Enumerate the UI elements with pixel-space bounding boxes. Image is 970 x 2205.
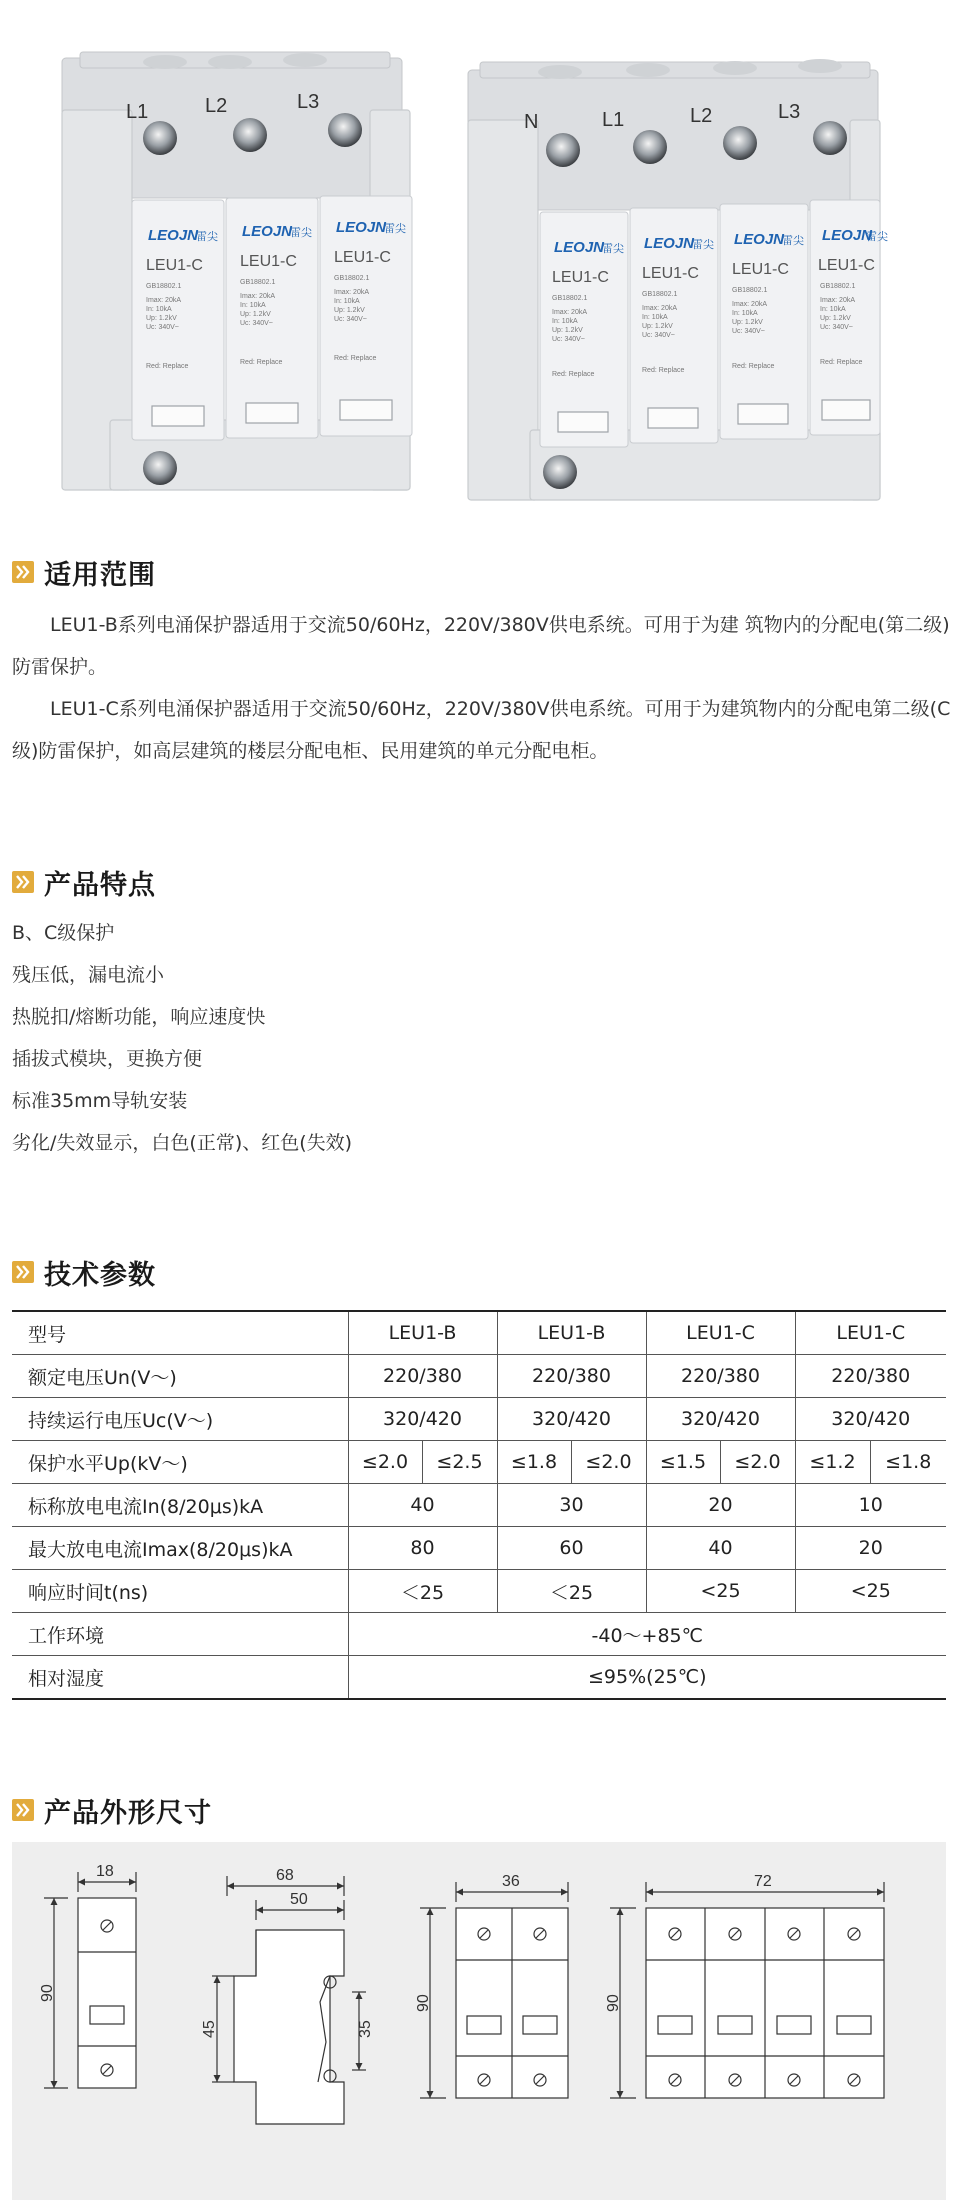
table-cell: ≤2.0	[348, 1441, 422, 1484]
module-spec: Imax: 20kA	[240, 293, 276, 300]
brand-logo: LEOJN	[644, 235, 695, 252]
scope-paragraph: LEU1-B系列电涌保护器适用于交流50/60Hz，220V/380V供电系统。可用于为建 筑物内的分配电(第二级)防雷保护。	[12, 614, 950, 678]
status-window	[152, 406, 204, 426]
module-spec: Up: 1.2kV	[552, 327, 583, 334]
module-replace-note: Red: Replace	[820, 359, 863, 366]
section-title-text: 产品特点	[44, 869, 156, 901]
module-replace-note: Red: Replace	[732, 363, 775, 370]
table-row	[12, 1613, 946, 1656]
dimension-drawing-svg	[12, 1842, 946, 2200]
brand-logo-cn: 雷尖	[782, 234, 804, 247]
status-window	[822, 400, 870, 420]
table-cell: 10	[795, 1484, 946, 1527]
module-spec: Imax: 20kA	[642, 305, 678, 312]
screw-terminal	[723, 126, 757, 160]
drawing-side-view	[212, 1876, 366, 2124]
table-cell: 220/380	[646, 1355, 795, 1398]
screw-terminal	[543, 455, 577, 489]
module-spec: In: 10kA	[820, 306, 846, 313]
table-row-label: 响应时间t(ns)	[12, 1570, 348, 1613]
dim-label: 72	[754, 1873, 772, 1890]
table-cell: ≤1.2	[795, 1441, 870, 1484]
module-model: LEU1-C	[146, 257, 203, 274]
feature-item: 热脱扣/熔断功能，响应速度快	[12, 1006, 266, 1028]
table-cell: ≤1.8	[497, 1441, 571, 1484]
module-spec: Imax: 20kA	[732, 301, 768, 308]
module-standard: GB18802.1	[334, 275, 370, 282]
dim-label: 35	[357, 2020, 374, 2038]
module-spec: Up: 1.2kV	[820, 315, 851, 322]
screw-terminal	[328, 113, 362, 147]
module-spec: Up: 1.2kV	[334, 307, 365, 314]
table-row-label: 标称放电电流In(8/20μs)kA	[12, 1484, 348, 1527]
drawing-two-pole	[420, 1882, 568, 2098]
module-spec: In: 10kA	[334, 298, 360, 305]
module-spec: Uc: 340V~	[642, 332, 675, 339]
module-spec: In: 10kA	[732, 310, 758, 317]
brand-logo-cn: 雷尖	[290, 226, 312, 239]
module-model: LEU1-C	[818, 257, 875, 274]
brand-logo: LEOJN	[734, 231, 785, 248]
module-spec: Uc: 340V~	[146, 324, 179, 331]
table-header-model: LEU1-C	[646, 1311, 795, 1355]
screw-terminal	[546, 133, 580, 167]
device-3p	[62, 52, 412, 490]
table-cell: ＜25	[497, 1570, 646, 1613]
table-cell: ≤1.8	[870, 1441, 946, 1484]
brand-logo-cn: 雷尖	[692, 238, 714, 251]
status-window	[558, 412, 608, 432]
drawing-single-pole	[44, 1872, 136, 2088]
table-row	[12, 1527, 946, 1570]
terminal-label: L1	[602, 109, 625, 131]
module-model: LEU1-C	[552, 269, 609, 286]
table-cell: 40	[646, 1527, 795, 1570]
brand-logo-cn: 雷尖	[384, 222, 406, 235]
module	[320, 196, 412, 436]
module-spec: Up: 1.2kV	[146, 315, 177, 322]
table-cell: ≤2.5	[422, 1441, 497, 1484]
module-model: LEU1-C	[642, 265, 699, 282]
table-row	[12, 1398, 946, 1441]
feature-list	[12, 912, 958, 1164]
module-replace-note: Red: Replace	[334, 355, 377, 362]
terminal-label: L2	[690, 105, 713, 127]
table-row-label: 相对湿度	[12, 1656, 348, 1700]
module-standard: GB18802.1	[642, 291, 678, 298]
screw-terminal	[813, 121, 847, 155]
brand-logo-cn: 雷尖	[602, 242, 624, 255]
table-cell: -40～+85℃	[348, 1613, 946, 1656]
module-spec: Uc: 340V~	[552, 336, 585, 343]
feature-item: 插拔式模块，更换方便	[12, 1048, 203, 1070]
module-standard: GB18802.1	[820, 283, 856, 290]
dim-label: 50	[290, 1891, 308, 1908]
feature-item: B、C级保护	[12, 922, 115, 944]
module-replace-note: Red: Replace	[146, 363, 189, 370]
table-row-label: 最大放电电流Imax(8/20μs)kA	[12, 1527, 348, 1570]
table-cell: 320/420	[646, 1398, 795, 1441]
feature-item: 残压低，漏电流小	[12, 964, 165, 986]
brand-logo: LEOJN	[822, 227, 873, 244]
screw-terminal	[633, 130, 667, 164]
spec-table	[12, 1310, 946, 1700]
table-cell: 80	[348, 1527, 497, 1570]
device-4p	[468, 59, 888, 500]
module-spec: Up: 1.2kV	[240, 311, 271, 318]
double-chevron-icon	[12, 1261, 34, 1283]
section-title-text: 技术参数	[44, 1259, 156, 1291]
dim-label: 18	[96, 1863, 114, 1880]
table-cell: ＜25	[348, 1570, 497, 1613]
status-window	[738, 404, 788, 424]
section-title-text: 适用范围	[44, 559, 156, 591]
module-standard: GB18802.1	[732, 287, 768, 294]
status-window	[648, 408, 698, 428]
module-spec: Up: 1.2kV	[732, 319, 763, 326]
table-cell: 320/420	[497, 1398, 646, 1441]
table-cell: ≤95%(25℃)	[348, 1656, 946, 1700]
section-title-specs	[12, 1256, 156, 1291]
terminal-label: L2	[205, 95, 228, 117]
table-cell: 320/420	[795, 1398, 946, 1441]
table-row	[12, 1484, 946, 1527]
section-title-features	[12, 866, 156, 901]
table-cell: <25	[646, 1570, 795, 1613]
table-cell: 20	[795, 1527, 946, 1570]
module	[810, 200, 888, 435]
module-spec: Uc: 340V~	[334, 316, 367, 323]
double-chevron-icon	[12, 871, 34, 893]
brand-logo: LEOJN	[554, 239, 605, 256]
dim-label: 90	[39, 1984, 56, 2002]
table-row-label: 额定电压Un(V～)	[12, 1355, 348, 1398]
status-window	[340, 400, 392, 420]
table-row-label: 工作环境	[12, 1613, 348, 1656]
module-model: LEU1-C	[732, 261, 789, 278]
table-cell: ≤1.5	[646, 1441, 720, 1484]
table-cell: ≤2.0	[571, 1441, 646, 1484]
dim-label: 45	[201, 2020, 218, 2038]
terminal-label: L3	[297, 91, 320, 113]
terminal-label: L1	[126, 101, 149, 123]
dim-label: 36	[502, 1873, 520, 1890]
module	[226, 198, 318, 438]
table-header-model: LEU1-C	[795, 1311, 946, 1355]
double-chevron-icon	[12, 1799, 34, 1821]
module-spec: In: 10kA	[552, 318, 578, 325]
module-replace-note: Red: Replace	[642, 367, 685, 374]
table-cell: 40	[348, 1484, 497, 1527]
module-spec: Imax: 20kA	[146, 297, 182, 304]
table-header-model: LEU1-B	[348, 1311, 497, 1355]
table-header-label: 型号	[12, 1311, 348, 1355]
module-replace-note: Red: Replace	[240, 359, 283, 366]
table-row	[12, 1311, 946, 1355]
status-window	[246, 403, 298, 423]
table-row	[12, 1355, 946, 1398]
screw-terminal	[233, 118, 267, 152]
section-title-scope	[12, 556, 156, 591]
feature-item: 标准35mm导轨安装	[12, 1090, 188, 1112]
table-cell: 60	[497, 1527, 646, 1570]
module-spec: In: 10kA	[146, 306, 172, 313]
table-cell: 320/420	[348, 1398, 497, 1441]
table-row	[12, 1441, 946, 1484]
double-chevron-icon	[12, 561, 34, 583]
brand-logo-cn: 雷尖	[196, 230, 218, 243]
product-photo	[0, 0, 970, 530]
table-cell: <25	[795, 1570, 946, 1613]
section-title-text: 产品外形尺寸	[44, 1797, 212, 1829]
table-row-label: 持续运行电压Uc(V～)	[12, 1398, 348, 1441]
screw-terminal	[143, 121, 177, 155]
module-spec: In: 10kA	[240, 302, 266, 309]
module-model: LEU1-C	[334, 249, 391, 266]
module-spec: Imax: 20kA	[334, 289, 370, 296]
drawing-four-pole	[610, 1882, 884, 2098]
module	[132, 200, 224, 440]
module	[630, 208, 718, 443]
table-row	[12, 1570, 946, 1613]
module-spec: Up: 1.2kV	[642, 323, 673, 330]
module-model: LEU1-C	[240, 253, 297, 270]
brand-logo: LEOJN	[148, 227, 199, 244]
table-cell: 30	[497, 1484, 646, 1527]
table-cell: ≤2.0	[720, 1441, 795, 1484]
dim-label: 90	[605, 1994, 622, 2012]
module-standard: GB18802.1	[240, 279, 276, 286]
table-cell: 220/380	[497, 1355, 646, 1398]
product-photo-svg	[0, 0, 970, 530]
table-header-model: LEU1-B	[497, 1311, 646, 1355]
terminal-label: L3	[778, 101, 801, 123]
brand-logo: LEOJN	[242, 223, 293, 240]
dim-label: 90	[415, 1994, 432, 2012]
dimension-drawing	[12, 1842, 946, 2200]
module-spec: Imax: 20kA	[820, 297, 856, 304]
module-spec: In: 10kA	[642, 314, 668, 321]
table-row-label: 保护水平Up(kV～)	[12, 1441, 348, 1484]
module	[720, 204, 808, 439]
brand-logo-cn: 雷尖	[866, 230, 888, 243]
table-cell: 20	[646, 1484, 795, 1527]
table-cell: 220/380	[348, 1355, 497, 1398]
module	[540, 212, 628, 447]
section-title-dimensions	[12, 1794, 212, 1829]
module-spec: Uc: 340V~	[732, 328, 765, 335]
screw-terminal	[143, 451, 177, 485]
module-standard: GB18802.1	[552, 295, 588, 302]
feature-item: 劣化/失效显示，白色(正常)、红色(失效)	[12, 1132, 353, 1154]
table-row	[12, 1656, 946, 1700]
module-spec: Imax: 20kA	[552, 309, 588, 316]
dim-label: 68	[276, 1867, 294, 1884]
module-replace-note: Red: Replace	[552, 371, 595, 378]
brand-logo: LEOJN	[336, 219, 387, 236]
scope-paragraph: LEU1-C系列电涌保护器适用于交流50/60Hz，220V/380V供电系统。可用于为建筑物内的分配电第二级(C级)防雷保护，如高层建筑的楼层分配电柜、民用建筑的单元分配电柜。	[12, 698, 951, 762]
module-spec: Uc: 340V~	[240, 320, 273, 327]
terminal-label: N	[524, 111, 539, 133]
module-standard: GB18802.1	[146, 283, 182, 290]
table-cell: 220/380	[795, 1355, 946, 1398]
module-spec: Uc: 340V~	[820, 324, 853, 331]
scope-paragraphs	[12, 604, 958, 772]
